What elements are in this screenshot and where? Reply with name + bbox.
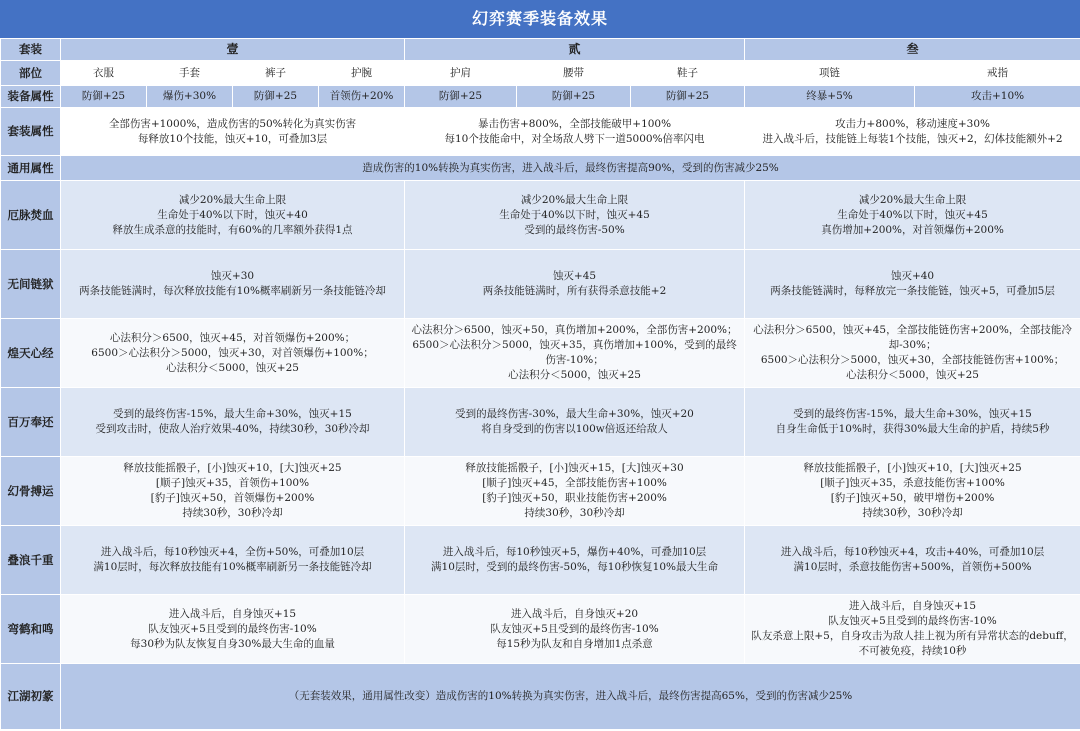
attr-cell: 终暴+5% <box>745 86 915 108</box>
effect-cell: 进入战斗后，每10秒蚀灭+5，爆伤+40%，可叠加10层 满10层时，受到的最终伤害-50%，每10秒恢复10%最大生命 <box>405 526 745 595</box>
effect-cell: 心法积分＞6500，蚀灭+45，全部技能链伤害+200%，全部技能冷却-30%； 6500＞心法积分＞5000，蚀灭+30，全部技能链伤害+100%； 心法积分＜5000，蚀灭+25 <box>745 319 1080 388</box>
set-3-header: 叁 <box>745 39 1080 61</box>
part-cell: 护肩 <box>405 61 517 86</box>
attr-cell: 防御+25 <box>233 86 319 108</box>
attr-row <box>1 86 1080 108</box>
effect-row <box>1 595 1080 664</box>
effect-row <box>1 457 1080 526</box>
row-label: 厄脉焚血 <box>1 181 61 250</box>
effect-cell: 蚀灭+40 两条技能链满时，每释放完一条技能链，蚀灭+5，可叠加5层 <box>745 250 1080 319</box>
part-row <box>1 61 1080 86</box>
row-label-part: 部位 <box>1 61 61 86</box>
row-label-set-effect: 套装属性 <box>1 108 61 156</box>
part-cell: 戒指 <box>915 61 1080 86</box>
effect-cell: 进入战斗后，自身蚀灭+15 队友蚀灭+5且受到的最终伤害-10% 队友杀意上限+5，自身攻击为敌人挂上视为所有异常状态的debuff，不可被免疫，持续10秒 <box>745 595 1080 664</box>
attr-cell: 防御+25 <box>517 86 631 108</box>
attr-cell: 爆伤+30% <box>147 86 233 108</box>
set-effect-row <box>1 108 1080 156</box>
part-cell: 项链 <box>745 61 915 86</box>
set-effect-cell: 暴击伤害+800%，全部技能破甲+100% 每10个技能命中，对全场敌人劈下一道5000%倍率闪电 <box>405 108 745 156</box>
set-header-row <box>1 39 1080 61</box>
part-cell: 腰带 <box>517 61 631 86</box>
effect-row <box>1 526 1080 595</box>
effect-cell: 释放技能摇骰子，[小]蚀灭+15，[大]蚀灭+30 [顺子]蚀灭+45，全部技能伤害+100% [豹子]蚀灭+50，职业技能伤害+200% 持续30秒，30秒冷却 <box>405 457 745 526</box>
row-label: 叠浪千重 <box>1 526 61 595</box>
row-label: 百万奉还 <box>1 388 61 457</box>
set-effect-cell: 攻击力+800%，移动速度+30% 进入战斗后，技能链上每装1个技能，蚀灭+2，幻体技能额外+2 <box>745 108 1080 156</box>
attr-cell: 防御+25 <box>61 86 147 108</box>
last-row <box>1 664 1080 730</box>
part-cell: 护腕 <box>319 61 405 86</box>
page-title: 幻弈赛季装备效果 <box>0 0 1080 38</box>
common-row <box>1 156 1080 181</box>
effect-cell: 进入战斗后，自身蚀灭+20 队友蚀灭+5且受到的最终伤害-10% 每15秒为队友和自身增加1点杀意 <box>405 595 745 664</box>
effect-cell: 心法积分＞6500，蚀灭+50，真伤增加+200%，全部伤害+200%； 6500＞心法积分＞5000，蚀灭+35，真伤增加+100%，受到的最终伤害-10%； 心法积分＜5000，蚀灭+25 <box>405 319 745 388</box>
effect-cell: 进入战斗后，每10秒蚀灭+4，攻击+40%，可叠加10层 满10层时，杀意技能伤害+500%，首领伤+500% <box>745 526 1080 595</box>
row-label-set: 套装 <box>1 39 61 61</box>
effect-row <box>1 250 1080 319</box>
set-2-header: 贰 <box>405 39 745 61</box>
row-label-common: 通用属性 <box>1 156 61 181</box>
attr-cell: 首领伤+20% <box>319 86 405 108</box>
equipment-table <box>0 38 1080 730</box>
effect-cell: 心法积分＞6500，蚀灭+45，对首领爆伤+200%； 6500＞心法积分＞5000，蚀灭+30，对首领爆伤+100%； 心法积分＜5000，蚀灭+25 <box>61 319 405 388</box>
part-cell: 手套 <box>147 61 233 86</box>
effect-row <box>1 388 1080 457</box>
attr-cell: 防御+25 <box>631 86 745 108</box>
effect-cell: 蚀灭+30 两条技能链满时，每次释放技能有10%概率刷新另一条技能链冷却 <box>61 250 405 319</box>
attr-cell: 攻击+10% <box>915 86 1080 108</box>
row-label: 煌天心经 <box>1 319 61 388</box>
part-cell: 衣服 <box>61 61 147 86</box>
effect-cell: 释放技能摇骰子，[小]蚀灭+10，[大]蚀灭+25 [顺子]蚀灭+35，首领伤+100% [豹子]蚀灭+50，首领爆伤+200% 持续30秒，30秒冷却 <box>61 457 405 526</box>
last-cell: （无套装效果，通用属性改变）造成伤害的10%转换为真实伤害，进入战斗后，最终伤害提高65%，受到的伤害减少25% <box>61 664 1080 730</box>
effect-cell: 减少20%最大生命上限 生命处于40%以下时，蚀灭+45 受到的最终伤害-50% <box>405 181 745 250</box>
effect-cell: 蚀灭+45 两条技能链满时，所有获得杀意技能+2 <box>405 250 745 319</box>
effect-cell: 减少20%最大生命上限 生命处于40%以下时，蚀灭+45 真伤增加+200%，对首领爆伤+200% <box>745 181 1080 250</box>
row-label-attr: 装备属性 <box>1 86 61 108</box>
part-cell: 鞋子 <box>631 61 745 86</box>
row-label: 弯鹤和鸣 <box>1 595 61 664</box>
row-label-last: 江湖初篆 <box>1 664 61 730</box>
effect-cell: 受到的最终伤害-30%，最大生命+30%，蚀灭+20 将自身受到的伤害以100w倍返还给敌人 <box>405 388 745 457</box>
effect-cell: 进入战斗后，每10秒蚀灭+4，全伤+50%，可叠加10层 满10层时，每次释放技能有10%概率刷新另一条技能链冷却 <box>61 526 405 595</box>
row-label: 幻骨搏运 <box>1 457 61 526</box>
effect-cell: 释放技能摇骰子，[小]蚀灭+10，[大]蚀灭+25 [顺子]蚀灭+35，杀意技能伤害+100% [豹子]蚀灭+50，破甲增伤+200% 持续30秒，30秒冷却 <box>745 457 1080 526</box>
effect-row <box>1 319 1080 388</box>
set-effect-cell: 全部伤害+1000%，造成伤害的50%转化为真实伤害 每释放10个技能，蚀灭+10，可叠加3层 <box>61 108 405 156</box>
effect-cell: 进入战斗后，自身蚀灭+15 队友蚀灭+5且受到的最终伤害-10% 每30秒为队友恢复自身30%最大生命的血量 <box>61 595 405 664</box>
attr-cell: 防御+25 <box>405 86 517 108</box>
effect-cell: 受到的最终伤害-15%，最大生命+30%，蚀灭+15 自身生命低于10%时，获得30%最大生命的护盾，持续5秒 <box>745 388 1080 457</box>
effect-row <box>1 181 1080 250</box>
effect-cell: 减少20%最大生命上限 生命处于40%以下时，蚀灭+40 释放生成杀意的技能时，有60%的几率额外获得1点 <box>61 181 405 250</box>
common-cell: 造成伤害的10%转换为真实伤害，进入战斗后，最终伤害提高90%，受到的伤害减少25% <box>61 156 1080 181</box>
effect-cell: 受到的最终伤害-15%，最大生命+30%，蚀灭+15 受到攻击时，使敌人治疗效果-40%，持续30秒，30秒冷却 <box>61 388 405 457</box>
set-1-header: 壹 <box>61 39 405 61</box>
part-cell: 裤子 <box>233 61 319 86</box>
row-label: 无间链狱 <box>1 250 61 319</box>
